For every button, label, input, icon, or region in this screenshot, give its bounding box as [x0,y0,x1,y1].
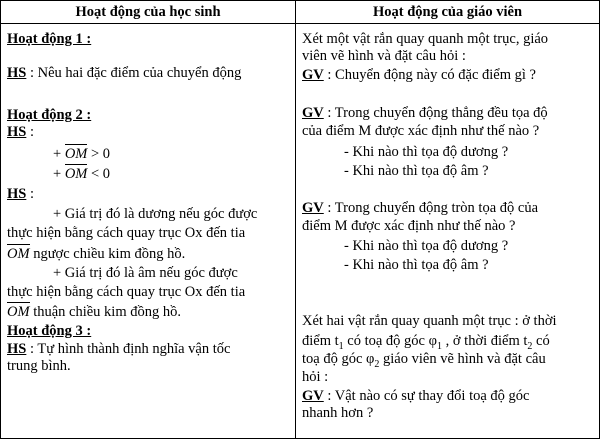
t6-c: , ở thời điểm t [442,333,528,349]
teacher-line-9: nhanh hơn ? [302,405,374,421]
t6-b: có toạ độ góc φ [343,333,437,349]
question-positive-1: - Khi nào thì tọa độ dương ? [344,144,509,160]
sub-1: 1 [437,340,442,352]
hs-colon: : [26,186,34,202]
hs-line-1 [7,65,241,81]
header-teacher: Hoạt động của giáo viên [296,1,599,24]
gv-label: GV [302,200,324,216]
activity-3-title: Hoạt động 3 : [7,323,92,339]
t6-a: điểm t [302,333,339,349]
vector-om: OM [7,246,30,262]
hs-line-2 [7,124,34,140]
question-negative-1: - Khi nào thì tọa độ âm ? [344,163,489,179]
answer-line-3 [7,246,185,262]
hs-label: HS [7,341,27,357]
gv-line-1 [302,67,536,83]
t6-d: có [532,333,550,349]
column-divider [295,1,296,438]
sub-2: 2 [374,358,380,370]
gv-line-2 [302,105,548,121]
plus-sign: + [53,166,62,182]
teacher-line-7 [302,351,546,370]
teacher-line-8: hỏi : [302,369,329,385]
answer-line-2: thực hiện bằng cách quay trục Ox đến tia [7,225,246,241]
hs-colon: : [26,124,34,140]
lt-zero: < 0 [87,166,111,182]
gv-text: : Chuyển động này có đặc điểm gì ? [323,67,536,83]
question-negative-2: - Khi nào thì tọa độ âm ? [344,257,489,273]
om-negative [53,166,110,182]
om-positive [53,146,110,162]
answer-line-5: thực hiện bằng cách quay trục Ox đến tia [7,284,246,300]
gt-zero: > 0 [87,146,111,162]
teacher-line-1: Xét một vật rắn quay quanh một trục, giáo [302,31,549,47]
answer-line-3-text: ngược chiều kim đồng hồ. [29,246,186,262]
teacher-line-2: viên vẽ hình và đặt câu hỏi : [302,48,466,64]
hs-text: : Nêu hai đặc điểm của chuyển động [26,65,242,81]
sub-2: 2 [527,340,533,352]
teacher-line-3: của điểm M được xác định như thế nào ? [302,123,540,139]
header-student: Hoạt động của học sinh [1,1,295,24]
gv-line-4 [302,388,529,404]
gv-text: : Vật nào có sự thay đổi toạ độ góc [323,388,530,404]
answer-line-1: + Giá trị đó là dương nếu góc được [53,206,258,222]
gv-label: GV [302,67,324,83]
plus-sign: + [53,146,62,162]
t7-a: toạ độ góc φ [302,351,375,367]
teacher-line-6 [302,333,550,352]
vector-om: OM [64,166,88,182]
teacher-line-5: Xét hai vật rắn quay quanh một trục : ở thời [302,313,557,329]
teacher-line-4: điểm M được xác định như thế nào ? [302,218,516,234]
hs-line-4 [7,341,230,357]
gv-label: GV [302,388,324,404]
sub-1: 1 [338,340,344,352]
hs-label: HS [7,186,27,202]
hs-label: HS [7,65,27,81]
activity-2-title: Hoạt động 2 : [7,107,92,123]
gv-text: : Trong chuyển động thẳng đều tọa độ [323,105,548,121]
t7-b: giáo viên vẽ hình và đặt câu [379,351,546,367]
gv-line-3 [302,200,538,216]
answer-line-6 [7,304,181,320]
hs-line-4b: trung bình. [7,358,71,374]
vector-om: OM [7,304,30,320]
answer-line-4: + Giá trị đó là âm nếu góc được [53,265,238,281]
gv-label: GV [302,105,324,121]
hs-line-3 [7,186,34,202]
vector-om: OM [64,146,88,162]
activity-1-title: Hoạt động 1 : [7,31,92,47]
question-positive-2: - Khi nào thì tọa độ dương ? [344,238,509,254]
answer-line-6-text: thuận chiều kim đồng hồ. [29,304,181,320]
hs-label: HS [7,124,27,140]
hs-text: : Tự hình thành định nghĩa vận tốc [26,341,231,357]
gv-text: : Trong chuyển động tròn tọa độ của [323,200,539,216]
